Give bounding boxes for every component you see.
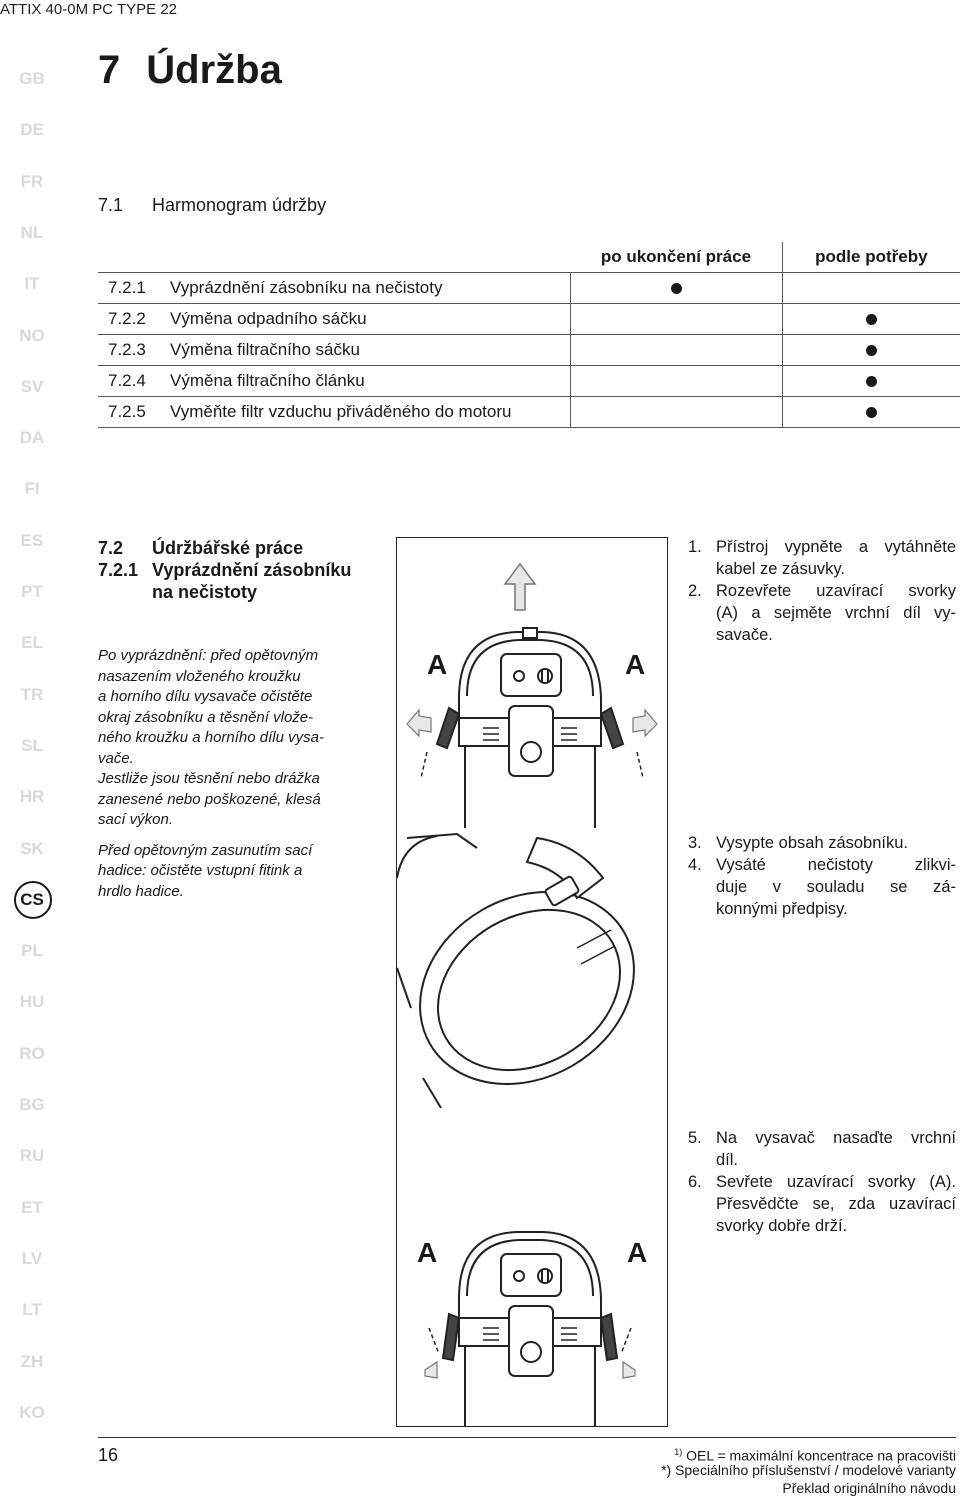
column-header-after-work: po ukončení práce [570,242,782,273]
step-line [688,558,956,580]
intro-line: vače. [98,749,134,767]
intro-line: zanesené nebo poškozené, klesá [98,790,321,808]
language-code: IT [24,274,40,294]
language-tab-pt [4,575,60,609]
intro-paragraph-3 [98,841,366,903]
step-text: Přesvědčte se, zda uzavírací [716,1195,956,1213]
language-code: NL [20,222,44,242]
language-code: NO [19,325,45,345]
step-text: duje v souladu se zá- [716,878,956,896]
bullet-icon [866,314,877,325]
table-row [98,273,960,304]
step-line [688,1193,956,1215]
language-code: DE [20,120,44,140]
step-number: 1. [688,538,702,556]
task-cell [98,335,570,366]
language-tab-cs [4,883,60,917]
schedule-number: 7.1 [98,195,124,215]
language-tab-el [4,626,60,660]
step-text: (A) a sejměte vrchní díl vy- [716,604,956,622]
after-work-cell [570,335,782,366]
language-code: PL [21,941,43,961]
task-number: 7.2.4 [108,371,146,390]
footer-divider [98,1437,956,1438]
step-text: kabel ze zásuvky. [716,560,846,578]
task-number: 7.2.3 [108,340,146,359]
task-label: Vyprázdnění zásobníku na nečistoty [170,278,443,297]
language-tab-ko [4,1396,60,1430]
chapter-name: Údržba [146,48,282,92]
language-tab-sk [4,832,60,866]
language-tab-zh [4,1345,60,1379]
language-code: SL [21,735,43,755]
clamp-label-right: A [625,649,646,680]
step-number: 5. [688,1129,702,1147]
step-number [688,898,716,920]
step-number [688,876,716,898]
language-code: LV [21,1248,43,1268]
language-tab-lt [4,1293,60,1327]
section-number: 7.2 [98,538,124,558]
table-row [98,366,960,397]
language-tab-it [4,267,60,301]
language-code: HR [19,787,45,807]
task-number: 7.2.5 [108,402,146,421]
table-row [98,397,960,428]
language-code: KO [19,1402,45,1422]
close-arrow-right-icon [623,1362,635,1378]
after-work-cell [570,397,782,428]
language-code: SV [20,376,44,396]
language-tab-es [4,524,60,558]
language-tab-sl [4,729,60,763]
language-code: GB [19,69,45,88]
language-code: EL [21,633,43,653]
language-tab-sv [4,370,60,404]
task-number: 7.2.2 [108,309,146,328]
footnote-oel-text: OEL = maximální koncentrace na pracovišti [686,1447,956,1464]
step-number [688,558,716,580]
lift-arrow-icon [505,564,535,610]
intro-line: nasazením vloženého kroužku [98,667,301,685]
language-tab-gb [4,62,60,96]
step-line [688,1171,956,1193]
task-cell [98,273,570,304]
bullet-icon [866,407,877,418]
schedule-title: Harmonogram údržby [152,195,327,215]
clamp-label-left: A [427,649,448,680]
step-line [688,580,956,602]
step-text: Vysáté nečistoty zlikvi- [716,856,956,874]
footnote-translation: Překlad originálního návodu [782,1480,956,1496]
language-tab-nl [4,216,60,250]
task-cell [98,397,570,428]
language-tab-pl [4,934,60,968]
language-code: PT [21,582,43,601]
subsection-title-line2: na nečistoty [152,582,258,602]
column-header-as-needed: podle potřeby [782,242,960,273]
open-arrow-right-icon [633,710,657,736]
step-line [688,1149,956,1171]
step-number [688,1193,716,1215]
steps-group-3 [688,1127,956,1237]
step-text: Na vysavač nasaďte vrchní [716,1129,956,1147]
subsection-title-line1: Vyprázdnění zásobníku [152,560,352,580]
close-arrow-left-icon [425,1362,437,1378]
language-code: LT [22,1300,42,1320]
language-code: HU [19,992,45,1012]
illustration-frame [396,537,668,1427]
language-code: SK [20,838,44,858]
empty-container-figure [397,834,667,1122]
step-text: konnými předpisy. [716,900,848,918]
language-tab-fi [4,472,60,506]
step-number [688,1149,716,1171]
language-tab-hr [4,780,60,814]
as-needed-cell [782,397,960,428]
step-number: 4. [688,856,702,874]
step-line [688,876,956,898]
step-text: Přístroj vypněte a vytáhněte [716,538,956,556]
step-text: Rozevřete uzavírací svorky [716,582,956,600]
step-text: svorky dobře drží. [716,1217,848,1235]
bullet-icon [866,376,877,387]
intro-paragraph-2 [98,769,366,831]
subsection-number: 7.2.1 [98,560,139,580]
step-text: díl. [716,1151,739,1169]
step-line [688,832,956,854]
table-row [98,304,960,335]
lift-lid-figure [407,564,657,828]
language-tab-ru [4,1139,60,1173]
task-label: Výměna filtračního článku [170,371,365,390]
step-line [688,854,956,876]
task-label: Vyměňte filtr vzduchu přiváděného do motoru [170,402,512,421]
language-code: RO [19,1043,45,1063]
clamp-label-left-bottom: A [417,1237,438,1268]
intro-line: Jestliže jsou těsnění nebo drážka [98,770,320,787]
vacuum-illustration [397,538,667,1426]
intro-line: sací výkon. [98,811,174,828]
step-text: savače. [716,626,773,644]
language-code: ES [20,530,44,550]
language-code: FI [24,479,40,499]
table-corner [98,242,570,273]
step-line [688,602,956,624]
table-row [98,335,960,366]
language-code: ZH [20,1351,44,1371]
language-tab-no [4,319,60,353]
footnote-accessories: *) Speciálního příslušenství / modelové varianty [661,1462,956,1478]
open-arrow-left-icon [407,710,431,736]
step-line [688,1127,956,1149]
steps-group-1 [688,536,956,646]
intro-line: okraj zásobníku a těsnění vlože- [98,708,314,726]
schedule-heading [98,195,326,216]
language-tab-hu [4,985,60,1019]
document-header: ATTIX 40-0M PC TYPE 22 [0,1,178,18]
chapter-title [98,48,282,93]
step-line [688,536,956,558]
language-tab-tr [4,678,60,712]
step-line [688,1215,956,1237]
as-needed-cell [782,304,960,335]
step-line [688,624,956,646]
task-cell [98,304,570,335]
intro-line: Před opětovným zasunutím sací [98,841,313,859]
intro-line: ného kroužku a horního dílu vysa- [98,729,324,746]
as-needed-cell [782,335,960,366]
task-label: Výměna odpadního sáčku [170,309,367,328]
section-title: Údržbářské práce [152,538,304,558]
language-tab-lv [4,1242,60,1276]
section-heading [98,537,351,603]
language-tab-ro [4,1037,60,1071]
chapter-number: 7 [98,48,121,92]
as-needed-cell [782,273,960,304]
language-tab-bg [4,1088,60,1122]
after-work-cell [570,366,782,397]
bullet-icon [671,283,682,294]
intro-paragraph-1 [98,646,366,769]
as-needed-cell [782,366,960,397]
page-number: 16 [98,1445,119,1465]
bullet-icon [866,345,877,356]
footnote-mark: 1) [674,1447,683,1457]
language-tab-et [4,1191,60,1225]
language-code: CS [20,889,44,909]
step-number [688,602,716,624]
maintenance-schedule-table [98,242,960,428]
clamp-label-right-bottom: A [627,1237,648,1268]
steps-group-2 [688,832,956,920]
close-clamps-figure [425,1232,635,1426]
language-tab-de [4,113,60,147]
step-text: Vysypte obsah zásobníku. [716,834,909,852]
language-tab-da [4,421,60,455]
task-number: 7.2.1 [108,278,146,297]
language-code: ET [21,1197,43,1217]
step-number: 2. [688,582,702,600]
intro-line: hrdlo hadice. [98,882,184,900]
step-number [688,624,716,646]
language-code: TR [20,684,44,704]
language-code: RU [19,1146,45,1166]
step-number: 6. [688,1173,702,1191]
language-code: DA [19,428,45,448]
language-tab-fr [4,165,60,199]
task-label: Výměna filtračního sáčku [170,340,360,359]
step-line [688,898,956,920]
language-code: FR [20,171,44,191]
step-text: Sevřete uzavírací svorky (A). [716,1173,956,1191]
step-number: 3. [688,834,702,852]
intro-line: Po vyprázdnění: před opětovným [98,647,319,664]
after-work-cell [570,273,782,304]
after-work-cell [570,304,782,335]
intro-line: a horního dílu vysavače očistěte [98,688,313,705]
intro-line: hadice: očistěte vstupní fitink a [98,862,303,879]
task-cell [98,366,570,397]
intro-text [98,646,366,902]
step-number [688,1215,716,1237]
language-code: BG [19,1095,45,1114]
